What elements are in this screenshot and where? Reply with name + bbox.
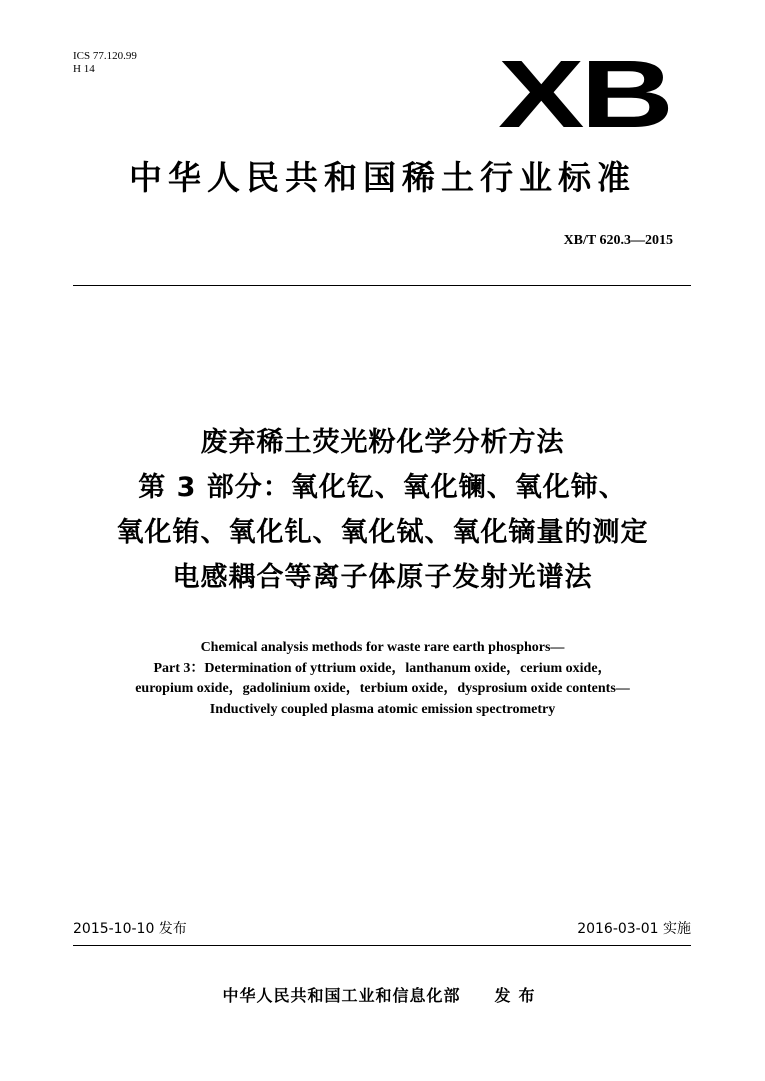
footer-divider bbox=[73, 945, 691, 946]
issuing-authority bbox=[0, 985, 765, 1007]
chinese-title-line: 废弃稀土荧光粉化学分析方法 bbox=[200, 427, 565, 458]
header-divider bbox=[73, 285, 691, 286]
ccs-code: H 14 bbox=[73, 63, 95, 75]
chinese-title-line: 第 3 部分：氧化钇、氧化镧、氧化铈、 bbox=[138, 472, 627, 503]
english-title-line: Chemical analysis methods for waste rare earth phosphors— bbox=[200, 640, 565, 655]
classification-codes bbox=[73, 50, 137, 76]
issuer-action: 发布 bbox=[494, 986, 543, 1005]
xb-logo: XB bbox=[498, 41, 670, 148]
english-title-line: Part 3：Determination of yttrium oxide，lanthanum oxide，cerium oxide， bbox=[153, 660, 612, 676]
standard-number: XB/T 620.3—2015 bbox=[563, 233, 673, 248]
chinese-title bbox=[0, 420, 765, 600]
english-title-line: Inductively coupled plasma atomic emission spectrometry bbox=[209, 701, 556, 717]
implementation-date: 2016-03-01 实施 bbox=[577, 921, 691, 937]
english-title-line: europium oxide，gadolinium oxide，terbium oxide，dysprosium oxide contents— bbox=[135, 681, 630, 696]
industry-standard-title: 中华人民共和国稀土行业标准 bbox=[129, 158, 636, 197]
english-title bbox=[0, 638, 765, 720]
chinese-title-line: 氧化铕、氧化钆、氧化铽、氧化镝量的测定 bbox=[116, 517, 649, 548]
issue-date: 2015-10-10 发布 bbox=[73, 921, 187, 937]
issuer-name: 中华人民共和国工业和信息化部 bbox=[222, 986, 461, 1005]
ics-code: ICS 77.120.99 bbox=[73, 50, 137, 62]
chinese-title-line: 电感耦合等离子体原子发射光谱法 bbox=[172, 562, 593, 593]
